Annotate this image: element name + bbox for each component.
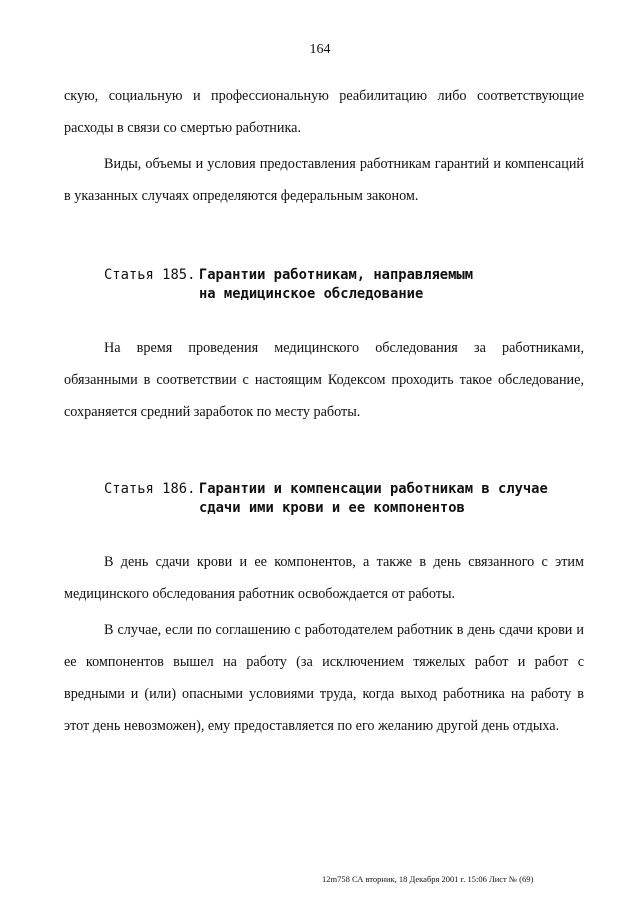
article-185-label: Статья 185. (104, 267, 196, 283)
article-186-heading (104, 480, 584, 518)
article-185-title-line1: Гарантии работникам, направляемым (198, 267, 474, 283)
paragraph-guarantees-law: Виды, объемы и условия предоставления работникам гарантий и компенсаций в указанных случаях определяются федеральным законом. (64, 156, 584, 204)
article-185-title-line2: на медицинское обследование (199, 286, 424, 302)
paragraph-continuation: скую, социальную и профессиональную реабилитацию либо соответствующие расходы в связи со смертью работника. (64, 88, 584, 136)
top-text-block (64, 80, 584, 212)
footer-stamp: 12m758 СА вторник, 18 Декабря 2001 г. 15:06 Лист № (69) (322, 874, 534, 884)
article-185-heading (104, 266, 584, 304)
article-186-title-line2: сдачи ими крови и ее компонентов (199, 500, 465, 516)
article-186-label: Статья 186. (104, 481, 196, 497)
article-185-body (64, 332, 584, 428)
article-185-paragraph: На время проведения медицинского обследования за работниками, обязанными в соответствии с настоящим Кодексом проходить такое обследование, сохраняется средний заработок по месту работы. (64, 340, 584, 420)
article-186-title-line1: Гарантии и компенсации работникам в случае (198, 481, 548, 497)
article-186-paragraph1: В день сдачи крови и ее компонентов, а также в день связанного с этим медицинского обследования работник освобождается от работы. (64, 554, 584, 602)
article-186-body (64, 546, 584, 742)
page-number: 164 (309, 42, 331, 57)
article-186-paragraph2: В случае, если по соглашению с работодателем работник в день сдачи крови и ее компонентов вышел на работу (за исключением тяжелых работ и работ с вредными и (или) опасными условиями труда, когда выход работника на работу в этот день невозможен), ему предоставляется по его желанию другой день отдыха. (64, 622, 584, 734)
